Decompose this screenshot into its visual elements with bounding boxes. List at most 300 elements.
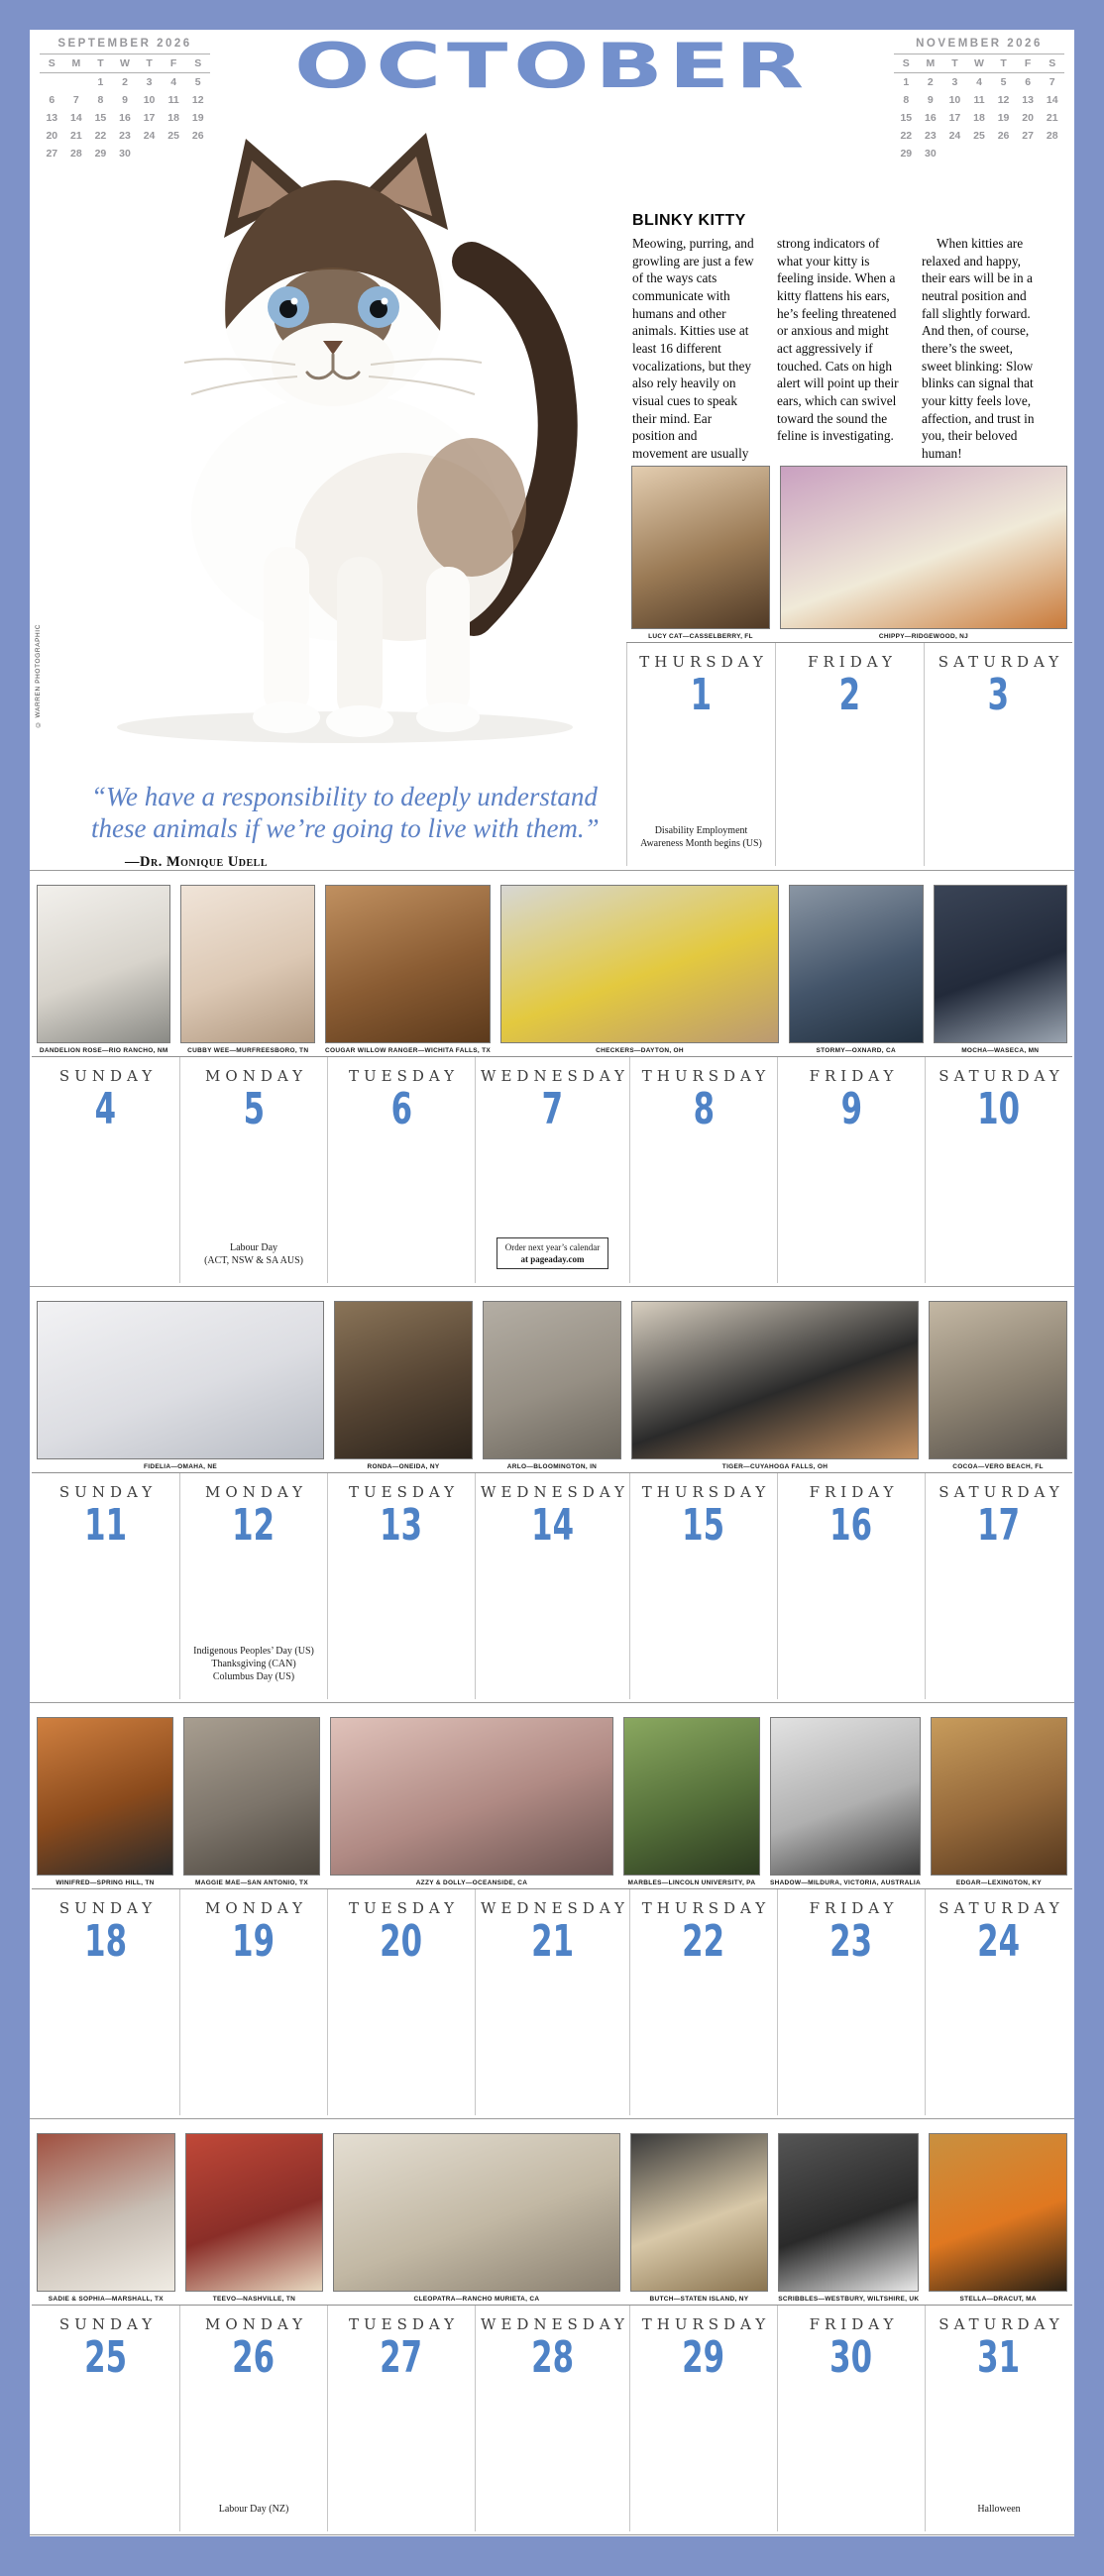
day-number-text: 25 — [84, 2332, 127, 2383]
quote-block — [91, 781, 631, 871]
calendar-photo-cell — [178, 1717, 325, 1889]
cat-photo — [185, 2133, 324, 2292]
day-name-label: SUNDAY — [58, 2315, 158, 2333]
mini-calendar-dow: M — [64, 54, 89, 73]
mini-calendar-date: 26 — [997, 130, 1010, 142]
day-number-text: 10 — [977, 1084, 1021, 1134]
day-number-text: 2 — [838, 670, 861, 720]
mini-calendar-date: 9 — [122, 94, 128, 106]
mini-calendar-date: 1 — [97, 76, 104, 88]
day-number — [821, 1500, 881, 1551]
day-number — [371, 2332, 431, 2383]
day-number-text: 7 — [541, 1084, 564, 1134]
day-name-label: MONDAY — [205, 1483, 307, 1501]
day-cell — [925, 1057, 1072, 1283]
mini-calendar-date: 15 — [900, 112, 913, 124]
day-name-label: THURSDAY — [641, 2315, 771, 2333]
day-cell — [32, 1889, 179, 2115]
day-number-text: 15 — [682, 1500, 725, 1551]
day-number — [836, 1084, 867, 1134]
calendar-page — [30, 30, 1074, 2536]
photo-strip — [32, 2133, 1072, 2306]
mini-calendar-date: 24 — [143, 130, 156, 142]
day-name-label: SATURDAY — [938, 653, 1064, 671]
mini-calendar-date: 1 — [903, 76, 910, 88]
photo-caption: CHECKERS—DAYTON, OH — [596, 1047, 684, 1054]
day-cell — [924, 643, 1072, 866]
mini-calendar-date: 18 — [973, 112, 985, 124]
day-number — [522, 1500, 583, 1551]
cat-photo — [631, 1301, 919, 1459]
day-cell — [475, 1473, 629, 1699]
day-number — [673, 1916, 733, 1967]
day-number-text: 3 — [987, 670, 1010, 720]
day-name-label: FRIDAY — [809, 2315, 899, 2333]
cat-photo — [37, 2133, 175, 2292]
mini-calendar-date — [991, 145, 1016, 162]
mini-calendar-dow: T — [991, 54, 1016, 73]
day-cell — [327, 1889, 475, 2115]
day-cell — [925, 1889, 1072, 2115]
cat-photo — [929, 2133, 1067, 2292]
mini-calendar-dow: T — [88, 54, 113, 73]
day-name-label: THURSDAY — [641, 1899, 771, 1917]
quote-attribution: —Dr. Monique Udell — [125, 853, 269, 870]
mini-calendar-date — [942, 145, 967, 162]
mini-calendar-date: 8 — [97, 94, 104, 106]
photo-strip — [32, 885, 1072, 1057]
cat-photo — [934, 885, 1068, 1043]
day-cell — [777, 2306, 925, 2531]
day-number-text: 31 — [977, 2332, 1021, 2383]
mini-calendar-date: 5 — [1000, 76, 1007, 88]
cat-photo — [483, 1301, 621, 1459]
article-column-2: strong indicators of what your kitty is feeling inside. When a kitty flattens his ears, he’s feeling threatened or anxious and might act aggressively if touched. Cats on high alert will point up their ears, which can swivel toward the sound the feline is investigating. — [777, 236, 899, 444]
month-title: OCTOBER — [294, 30, 810, 102]
day-name-label: SATURDAY — [938, 1067, 1064, 1085]
photo-caption: ARLO—BLOOMINGTON, IN — [506, 1463, 598, 1470]
day-number — [522, 2332, 583, 2383]
cat-photo — [770, 1717, 921, 1876]
day-name-label: TUESDAY — [349, 2315, 460, 2333]
calendar-photo-cell — [325, 1717, 618, 1889]
mini-calendar-date — [1016, 145, 1041, 162]
first-week-days — [626, 643, 1072, 866]
mini-calendar-dow: F — [1016, 54, 1041, 73]
holiday-line: Awareness Month begins (US) — [640, 838, 762, 849]
mini-calendar-date: 25 — [167, 130, 179, 142]
day-number-text: 1 — [690, 670, 713, 720]
mini-calendar-title: NOVEMBER 2026 — [894, 38, 1064, 54]
cat-photo — [931, 1717, 1067, 1876]
day-name-label: SATURDAY — [938, 2315, 1064, 2333]
day-cell — [475, 1057, 629, 1283]
day-grid — [32, 2306, 1072, 2531]
mini-calendar-date: 8 — [903, 94, 910, 106]
day-name-label: THURSDAY — [639, 653, 768, 671]
mini-calendar-date: 2 — [927, 76, 934, 88]
day-name-label: WEDNESDAY — [481, 1067, 629, 1085]
day-number — [371, 1916, 431, 1967]
day-number — [223, 1500, 283, 1551]
mini-calendar-date: 17 — [143, 112, 156, 124]
day-cell — [327, 1473, 475, 1699]
holiday-label — [977, 2503, 1020, 2516]
day-cell — [327, 1057, 475, 1283]
day-cell — [925, 1473, 1072, 1699]
mini-calendar-date: 12 — [191, 94, 204, 106]
cat-photo — [183, 1717, 320, 1876]
mini-calendar-date — [1040, 145, 1064, 162]
day-number — [90, 1084, 121, 1134]
day-name-label: FRIDAY — [809, 1483, 899, 1501]
day-number-text: 6 — [390, 1084, 412, 1134]
day-name-label: TUESDAY — [349, 1899, 460, 1917]
mini-calendar-date: 11 — [167, 94, 179, 106]
day-number-text: 30 — [829, 2332, 873, 2383]
header-section — [30, 30, 1074, 871]
day-number-text: 12 — [232, 1500, 276, 1551]
calendar-photo-cell — [929, 885, 1073, 1057]
mini-calendar-date: 13 — [1022, 94, 1034, 106]
calendar-photo-cell — [773, 2133, 924, 2306]
calendar-photo-cell — [32, 2133, 180, 2306]
day-name-label: THURSDAY — [641, 1067, 771, 1085]
day-name-label: THURSDAY — [641, 1483, 771, 1501]
day-number-text: 4 — [94, 1084, 117, 1134]
day-number — [968, 2332, 1029, 2383]
day-name-label: MONDAY — [205, 1067, 307, 1085]
holiday-line: Columbus Day (US) — [212, 1671, 295, 1682]
cat-photo — [330, 1717, 613, 1876]
holiday-line: Thanksgiving (CAN) — [211, 1659, 296, 1669]
mini-calendar-grid — [894, 54, 1064, 162]
day-cell — [777, 1473, 925, 1699]
day-grid — [32, 1057, 1072, 1283]
mini-calendar-dow: S — [894, 54, 919, 73]
cat-photo — [180, 885, 315, 1043]
day-name-label: SATURDAY — [938, 1483, 1064, 1501]
mini-calendar-date: 16 — [119, 112, 131, 124]
kitten-photo — [48, 81, 627, 765]
day-cell — [925, 2306, 1072, 2531]
mini-calendar-date — [967, 145, 992, 162]
mini-calendar-date: 26 — [191, 130, 204, 142]
day-grid — [32, 1473, 1072, 1699]
day-name-label: MONDAY — [205, 1899, 307, 1917]
day-number-text: 22 — [682, 1916, 725, 1967]
mini-calendar-date: 12 — [997, 94, 1010, 106]
first-week-block — [626, 466, 1072, 866]
photo-caption: STORMY—OXNARD, CA — [816, 1047, 896, 1054]
mini-calendar-date: 23 — [925, 130, 937, 142]
kitten-illustration — [48, 81, 627, 765]
photo-caption: FIDELIA—OMAHA, NE — [143, 1463, 218, 1470]
mini-calendar-date: 17 — [948, 112, 961, 124]
photo-caption: CHIPPY—RIDGEWOOD, NJ — [878, 633, 969, 640]
mini-calendar-date: 9 — [927, 94, 934, 106]
day-number — [834, 670, 865, 720]
calendar-photo-cell — [320, 885, 496, 1057]
calendar-photo-cell — [775, 466, 1072, 643]
mini-calendar-date: 30 — [119, 148, 131, 160]
calendar-photo-cell — [32, 1717, 178, 1889]
holiday-line: Indigenous Peoples’ Day (US) — [193, 1646, 314, 1657]
calendar-photo-cell — [765, 1717, 926, 1889]
week-row — [30, 2119, 1074, 2535]
holiday-label — [219, 2503, 289, 2516]
mini-calendar-date: 20 — [1022, 112, 1034, 124]
pageaday-ad-badge — [497, 1237, 609, 1269]
mini-calendar-date: 25 — [973, 130, 985, 142]
day-cell — [179, 2306, 327, 2531]
photo-caption: SADIE & SOPHIA—MARSHALL, TX — [48, 2296, 164, 2303]
mini-calendar-date: 27 — [1022, 130, 1034, 142]
day-cell — [629, 1889, 777, 2115]
day-cell — [629, 1473, 777, 1699]
mini-calendar-date: 21 — [1046, 112, 1058, 124]
day-name-label: FRIDAY — [809, 1899, 899, 1917]
day-cell — [32, 1473, 179, 1699]
day-cell — [179, 1473, 327, 1699]
photo-caption: SHADOW—MILDURA, VICTORIA, AUSTRALIA — [769, 1879, 921, 1886]
photo-caption: MOCHA—WASECA, MN — [961, 1047, 1040, 1054]
day-cell — [777, 1057, 925, 1283]
photo-caption: COUGAR WILLOW RANGER—WICHITA FALLS, TX — [324, 1047, 492, 1054]
mini-calendar-date: 24 — [948, 130, 961, 142]
mini-calendar-date: 4 — [976, 76, 982, 88]
week-row — [30, 871, 1074, 1287]
mini-calendar-date: 29 — [94, 148, 107, 160]
photo-caption: BUTCH—STATEN ISLAND, NY — [649, 2296, 749, 2303]
week-row — [30, 1703, 1074, 2119]
cat-photo — [37, 885, 170, 1043]
day-name-label: FRIDAY — [808, 653, 897, 671]
mini-calendar-title: SEPTEMBER 2026 — [40, 38, 210, 54]
day-number — [239, 1084, 270, 1134]
mini-calendar-dow: T — [137, 54, 162, 73]
day-number-text: 13 — [380, 1500, 423, 1551]
day-number — [673, 1500, 733, 1551]
day-number — [75, 1500, 136, 1551]
mini-calendar-dow: S — [40, 54, 64, 73]
day-number-text: 17 — [977, 1500, 1021, 1551]
cat-photo — [37, 1717, 173, 1876]
mini-calendar-dow: M — [919, 54, 943, 73]
holiday-line: Labour Day (NZ) — [218, 2504, 289, 2515]
mini-calendar-date: 7 — [1049, 76, 1055, 88]
day-cell — [32, 2306, 179, 2531]
calendar-photo-cell — [32, 885, 175, 1057]
cat-photo — [325, 885, 491, 1043]
day-number — [689, 1084, 719, 1134]
day-number — [75, 2332, 136, 2383]
mini-calendar-date: 6 — [49, 94, 55, 106]
mini-calendar-date: 23 — [119, 130, 131, 142]
calendar-photo-cell — [32, 1301, 329, 1473]
day-number — [223, 1916, 283, 1967]
mini-calendar-date: 3 — [951, 76, 958, 88]
photo-caption: AZZY & DOLLY—OCEANSIDE, CA — [415, 1879, 528, 1886]
day-number — [522, 1916, 583, 1967]
cat-photo — [778, 2133, 919, 2292]
day-cell — [629, 1057, 777, 1283]
day-name-label: SATURDAY — [938, 1899, 1064, 1917]
day-name-label: TUESDAY — [349, 1067, 460, 1085]
holiday-label — [640, 824, 762, 850]
mini-calendar-date: 21 — [70, 130, 82, 142]
day-number-text: 19 — [232, 1916, 276, 1967]
mini-calendar-date: 10 — [948, 94, 961, 106]
photo-strip — [32, 1717, 1072, 1889]
day-number — [223, 2332, 283, 2383]
mini-calendar-date: 18 — [167, 112, 179, 124]
photo-credit: © WARREN PHOTOGRAPHIC — [35, 624, 42, 728]
cat-photo — [789, 885, 924, 1043]
mini-calendar-date: 19 — [191, 112, 204, 124]
mini-calendar-november — [894, 38, 1064, 162]
day-number-text: 27 — [380, 2332, 423, 2383]
first-week-photos — [626, 466, 1072, 643]
photo-caption: EDGAR—LEXINGTON, KY — [955, 1879, 1043, 1886]
day-number-text: 26 — [232, 2332, 276, 2383]
photo-caption: STELLA—DRACUT, MA — [959, 2296, 1037, 2303]
mini-calendar-dow: S — [185, 54, 210, 73]
day-cell — [475, 1889, 629, 2115]
day-number — [673, 2332, 733, 2383]
photo-caption: MAGGIE MAE—SAN ANTONIO, TX — [194, 1879, 308, 1886]
photo-strip — [32, 1301, 1072, 1473]
article-column-1: Meowing, purring, and growling are just a few of the ways cats communicate with humans and other animals. Kitties use at least 16 different vocalizations, but they also rely heavily on visual cues to speak their mind. Ear position and movement are usually — [632, 236, 754, 462]
mini-calendar-date: 16 — [925, 112, 937, 124]
photo-caption: LUCY CAT—CASSELBERRY, FL — [648, 633, 753, 640]
mini-calendar-date: 6 — [1025, 76, 1032, 88]
holiday-line: (ACT, NSW & SA AUS) — [204, 1255, 303, 1266]
cat-photo — [334, 1301, 473, 1459]
calendar-photo-cell — [175, 885, 320, 1057]
day-number-text: 24 — [977, 1916, 1021, 1967]
mini-calendar-date: 22 — [900, 130, 913, 142]
calendar-photo-cell — [478, 1301, 626, 1473]
week-rows — [30, 871, 1074, 2535]
calendar-photo-cell — [618, 1717, 765, 1889]
calendar-photo-cell — [626, 1301, 924, 1473]
day-name-label: SUNDAY — [58, 1899, 158, 1917]
badge-line: at pageaday.com — [520, 1253, 585, 1264]
day-number-text: 20 — [380, 1916, 423, 1967]
day-number — [983, 670, 1014, 720]
cat-photo — [37, 1301, 324, 1459]
photo-caption: CUBBY WEE—MURFREESBORO, TN — [187, 1047, 309, 1054]
day-number — [686, 670, 717, 720]
photo-caption: CLEOPATRA—RANCHO MURIETA, CA — [413, 2296, 540, 2303]
day-cell — [179, 1057, 327, 1283]
mini-calendar-date: 29 — [900, 148, 913, 160]
week-row — [30, 1287, 1074, 1703]
day-number — [537, 1084, 568, 1134]
cat-photo — [333, 2133, 619, 2292]
calendar-photo-cell — [328, 2133, 624, 2306]
day-number — [968, 1084, 1029, 1134]
day-name-label: SUNDAY — [58, 1067, 158, 1085]
day-name-label: SUNDAY — [58, 1483, 158, 1501]
quote-line: these animals if we’re going to live with them.” — [91, 813, 600, 844]
cat-photo — [500, 885, 779, 1043]
day-number — [821, 1916, 881, 1967]
day-number-text: 16 — [829, 1500, 873, 1551]
mini-calendar-date: 2 — [122, 76, 128, 88]
badge-line: Order next year’s calendar — [504, 1241, 601, 1252]
day-cell — [475, 2306, 629, 2531]
day-number-text: 8 — [693, 1084, 715, 1134]
cat-photo — [929, 1301, 1067, 1459]
calendar-photo-cell — [329, 1301, 478, 1473]
day-number-text: 23 — [829, 1916, 873, 1967]
cat-photo — [630, 2133, 769, 2292]
day-cell — [775, 643, 924, 866]
mini-calendar-date: 30 — [925, 148, 937, 160]
photo-caption: RONDA—ONEIDA, NY — [367, 1463, 440, 1470]
day-number-text: 14 — [531, 1500, 574, 1551]
calendar-photo-cell — [924, 2133, 1072, 2306]
day-number — [75, 1916, 136, 1967]
photo-caption: WINIFRED—SPRING HILL, TN — [55, 1879, 155, 1886]
day-cell — [629, 2306, 777, 2531]
mini-calendar-date: 19 — [997, 112, 1010, 124]
day-name-label: WEDNESDAY — [481, 1483, 629, 1501]
day-number — [821, 2332, 881, 2383]
calendar-photo-cell — [496, 885, 784, 1057]
day-number-text: 11 — [84, 1500, 127, 1551]
photo-caption: SCRIBBLES—WESTBURY, WILTSHIRE, UK — [778, 2296, 920, 2303]
article-column-3: When kitties are relaxed and happy, their ears will be in a neutral position and fall slightly forward. And then, of course, there’s the sweet, sweet blinking: Slow blinks can signal that your kitty feels love, affection, and trust in you, their beloved human! — [922, 236, 1035, 462]
mini-calendar-date: 27 — [46, 148, 58, 160]
mini-calendar-date: 22 — [94, 130, 107, 142]
calendar-photo-cell — [784, 885, 929, 1057]
mini-calendar-date: 14 — [1046, 94, 1058, 106]
day-name-label: FRIDAY — [809, 1067, 899, 1085]
calendar-photo-cell — [626, 466, 775, 643]
day-cell — [32, 1057, 179, 1283]
day-number — [386, 1084, 417, 1134]
day-name-label: WEDNESDAY — [481, 2315, 629, 2333]
mini-calendar-dow: T — [942, 54, 967, 73]
mini-calendar-dow: W — [967, 54, 992, 73]
photo-caption: MARBLES—LINCOLN UNIVERSITY, PA — [627, 1879, 756, 1886]
day-cell — [327, 2306, 475, 2531]
photo-caption: TEEVO—NASHVILLE, TN — [212, 2296, 296, 2303]
day-number-text: 28 — [531, 2332, 574, 2383]
day-cell — [179, 1889, 327, 2115]
mini-calendar-dow: F — [162, 54, 186, 73]
calendar-photo-cell — [924, 1301, 1072, 1473]
holiday-label — [204, 1241, 303, 1267]
mini-calendar-date: 11 — [973, 94, 985, 106]
mini-calendar-date: 28 — [1046, 130, 1058, 142]
photo-caption: DANDELION ROSE—RIO RANCHO, NM — [39, 1047, 168, 1054]
mini-calendar-date: 10 — [143, 94, 156, 106]
mini-calendar-date: 28 — [70, 148, 82, 160]
article-heading: BLINKY KITTY — [632, 212, 746, 229]
mini-calendar-dow: W — [113, 54, 138, 73]
mini-calendar-date: 3 — [146, 76, 153, 88]
mini-calendar-date: 5 — [194, 76, 201, 88]
day-cell — [626, 643, 775, 866]
cat-photo — [623, 1717, 760, 1876]
calendar-photo-cell — [926, 1717, 1072, 1889]
day-number-text: 29 — [682, 2332, 725, 2383]
cat-photo — [631, 466, 770, 629]
